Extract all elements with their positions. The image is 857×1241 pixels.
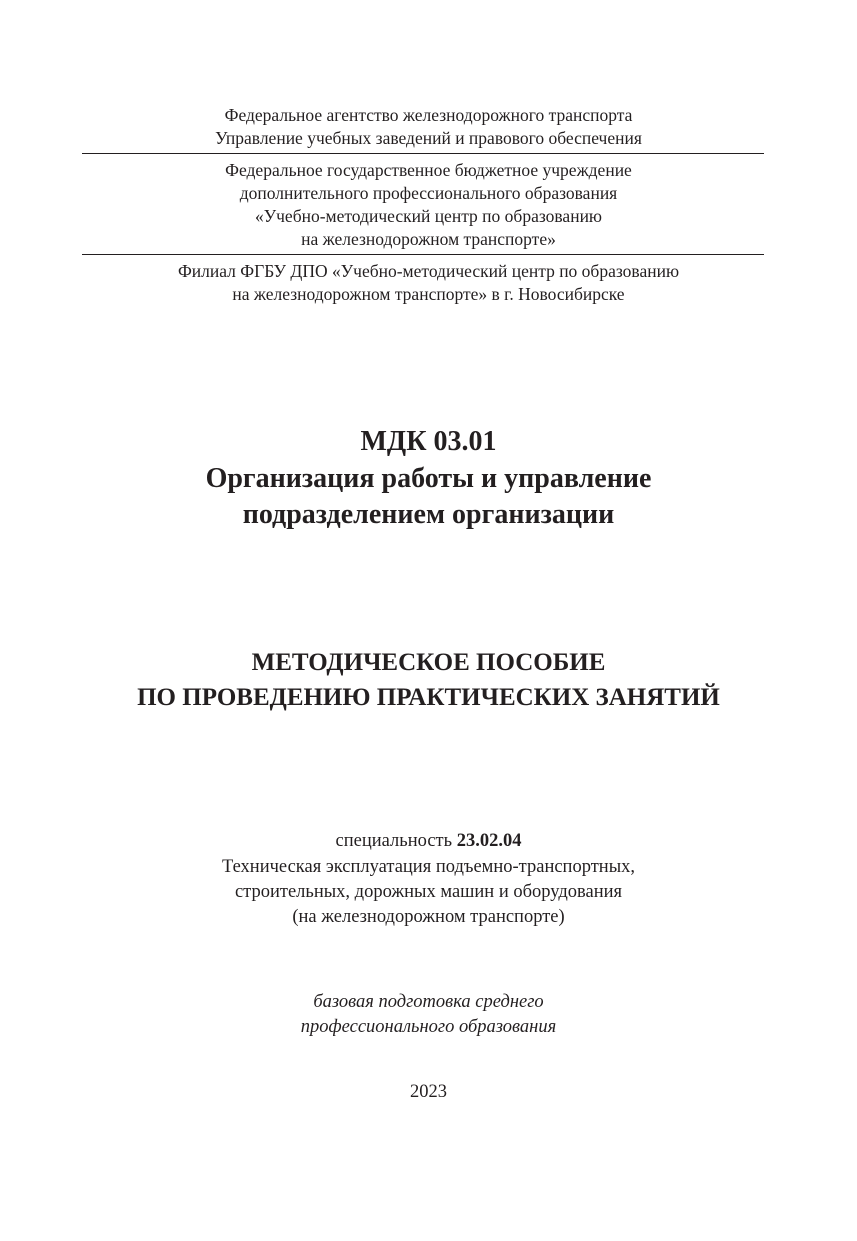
education-level-line-1: базовая подготовка среднего bbox=[313, 992, 544, 1012]
header-divider-2 bbox=[82, 254, 764, 255]
specialty-name-line-1: Техническая эксплуатация подъемно-транспортных, bbox=[221, 857, 636, 877]
course-title-line-1: Организация работы и управление bbox=[205, 463, 652, 494]
specialty-prefix: специальность bbox=[335, 831, 457, 851]
institution-line-4: на железнодорожном транспорте» bbox=[301, 229, 556, 249]
institution-line-3: «Учебно-методический центр по образованию bbox=[254, 206, 603, 226]
doc-type-line-1: МЕТОДИЧЕСКОЕ ПОСОБИЕ bbox=[251, 649, 606, 676]
header-divider-1 bbox=[82, 153, 764, 154]
institution-line-1: Федеральное государственное бюджетное учреждение bbox=[225, 160, 632, 180]
specialty-code: 23.02.04 bbox=[456, 831, 522, 851]
specialty-name-line-2: строительных, дорожных машин и оборудования bbox=[234, 882, 623, 902]
branch-line-2: на железнодорожном транспорте» в г. Новосибирске bbox=[232, 284, 625, 304]
agency-line-1: Федеральное агентство железнодорожного транспорта bbox=[224, 105, 633, 125]
education-level-line-2: профессионального образования bbox=[300, 1017, 557, 1037]
course-title-line-2: подразделением организации bbox=[242, 499, 615, 530]
specialty-line bbox=[0, 829, 857, 854]
specialty-name-line-3: (на железнодорожном транспорте) bbox=[292, 907, 565, 927]
institution-line-2: дополнительного профессионального образования bbox=[239, 183, 618, 203]
course-code: МДК 03.01 bbox=[360, 426, 497, 457]
publication-year: 2023 bbox=[410, 1082, 447, 1102]
doc-type-line-2: ПО ПРОВЕДЕНИЮ ПРАКТИЧЕСКИХ ЗАНЯТИЙ bbox=[137, 684, 720, 711]
branch-line-1: Филиал ФГБУ ДПО «Учебно-методический центр по образованию bbox=[177, 261, 680, 281]
agency-line-2: Управление учебных заведений и правового обеспечения bbox=[215, 128, 642, 148]
